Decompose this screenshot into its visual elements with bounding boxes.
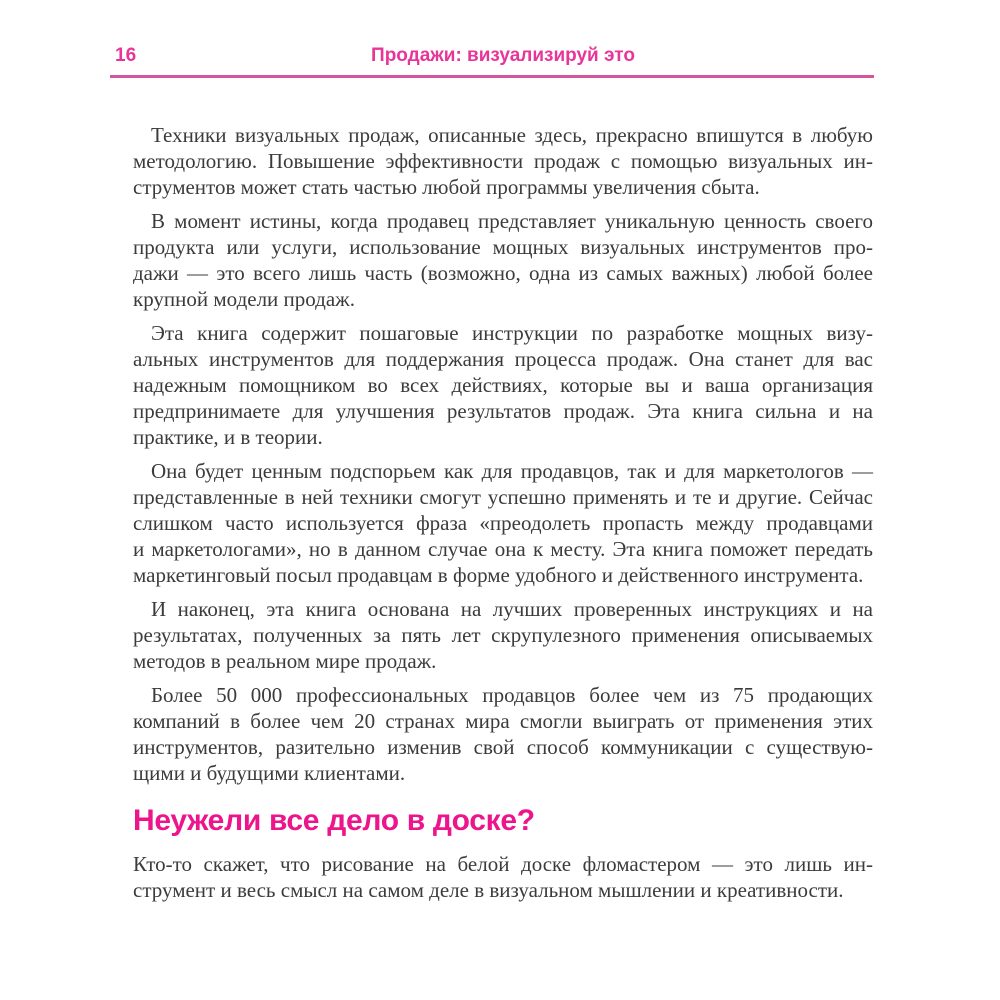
body-line: дажи — это всего лишь часть (возможно, одна из самых важных) любой более xyxy=(133,261,873,285)
body-line: продукта или услуги, использование мощных визуальных инструментов про- xyxy=(133,235,873,259)
body-line: слишком часто используется фраза «преодолеть пропасть между продавцами xyxy=(133,511,873,535)
body-line: альных инструментов для поддержания процесса продаж. Она станет для вас xyxy=(133,347,873,371)
body-line: результатах, полученных за пять лет скрупулезного применения описываемых xyxy=(133,623,873,647)
body-line: представленные в ней техники смогут успешно применять и те и другие. Сейчас xyxy=(133,485,873,509)
body-line: Кто-то скажет, что рисование на белой доске фломастером — это лишь ин- xyxy=(133,852,873,876)
body-line: Эта книга содержит пошаговые инструкции по разработке мощных визу- xyxy=(151,321,873,345)
paragraph xyxy=(133,851,873,903)
body-line: методологию. Повышение эффективности продаж с помощью визуальных ин- xyxy=(133,149,873,173)
body-line: инструментов, разительно изменив свой способ коммуникации с существую- xyxy=(133,735,873,759)
body-line: и маркетологами», но в данном случае она к месту. Эта книга поможет передать xyxy=(133,537,873,561)
section-heading: Неужели все дело в доске? xyxy=(133,804,535,837)
header-rule-divider xyxy=(110,75,874,78)
body-line: надежным помощником во всех действиях, которые вы и ваша организация xyxy=(133,373,873,397)
body-line: методов в реальном мире продаж. xyxy=(133,649,437,673)
body-line: струмент и весь смысл на самом деле в визуальном мышлении и креативности. xyxy=(133,878,844,902)
body-line: предпринимаете для улучшения результатов продаж. Эта книга сильна и на xyxy=(133,399,873,423)
body-line: В момент истины, когда продавец представляет уникальную ценность своего xyxy=(151,209,873,233)
paragraph xyxy=(133,122,873,200)
paragraph xyxy=(133,596,873,674)
body-line: компаний в более чем 20 странах мира смогли выиграть от применения этих xyxy=(133,709,873,733)
page-number: 16 xyxy=(115,45,137,66)
body-line: Она будет ценным подспорьем как для продавцов, так и для маркетологов — xyxy=(151,459,873,483)
body-line: Более 50 000 профессиональных продавцов более чем из 75 продающих xyxy=(151,683,873,707)
paragraph xyxy=(133,208,873,312)
running-title: Продажи: визуализируй это xyxy=(371,45,635,66)
body-line: И наконец, эта книга основана на лучших проверенных инструкциях и на xyxy=(151,597,873,621)
paragraph xyxy=(133,320,873,450)
paragraph xyxy=(133,458,873,588)
body-line: крупной модели продаж. xyxy=(133,287,355,311)
body-line: Техники визуальных продаж, описанные здесь, прекрасно впишутся в любую xyxy=(151,123,873,147)
body-line: маркетинговый посыл продавцам в форме удобного и действенного инструмента. xyxy=(133,563,864,587)
body-line: щими и будущими клиентами. xyxy=(133,761,406,785)
body-line: струментов может стать частью любой программы увеличения сбыта. xyxy=(133,175,760,199)
paragraph xyxy=(133,682,873,786)
body-line: практике, и в теории. xyxy=(133,425,323,449)
text-block xyxy=(133,122,873,911)
